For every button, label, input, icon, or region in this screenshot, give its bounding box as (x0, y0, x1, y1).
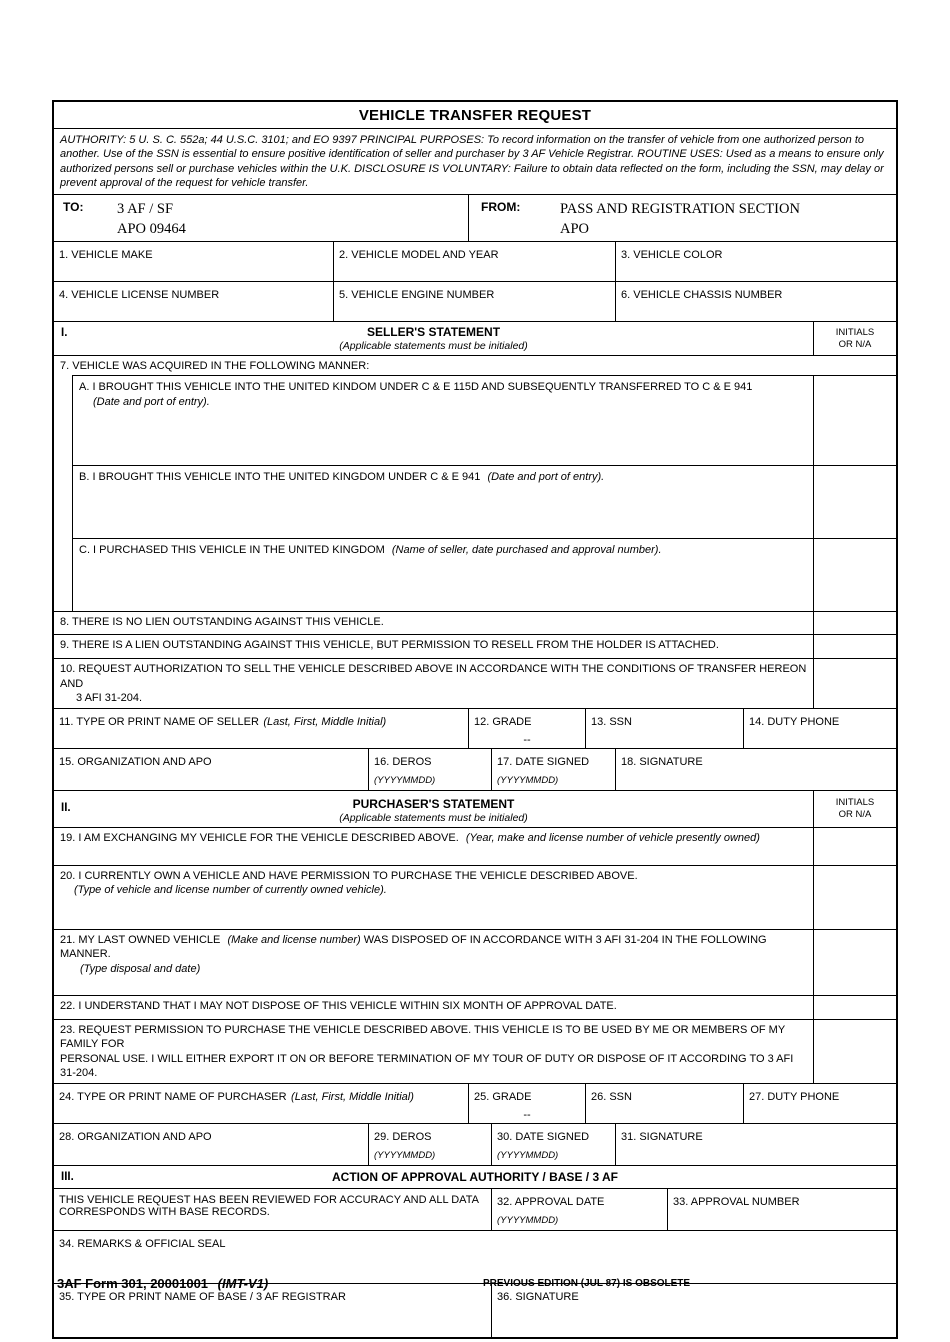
item-23-line1: 23. REQUEST PERMISSION TO PURCHASE THE VEHICLE DESCRIBED ABOVE. THIS VEHICLE IS TO BE USED BY ME OR MEMBERS OF MY FAMILY FOR (60, 1023, 785, 1051)
field-seller-name-label: 11. TYPE OR PRINT NAME OF SELLER (59, 715, 259, 728)
section-2-number: II. (61, 801, 71, 814)
field-purchaser-deros-hint: (YYYYMMDD) (374, 1149, 436, 1161)
item-21-line1 (60, 933, 807, 962)
field-seller-duty-phone-label: 14. DUTY PHONE (749, 715, 840, 728)
field-remarks-official-seal[interactable] (54, 1231, 896, 1283)
field-purchaser-date-signed[interactable] (491, 1124, 615, 1165)
field-purchaser-organization-apo-label: 28. ORGANIZATION AND APO (59, 1130, 212, 1143)
field-purchaser-organization-apo[interactable] (54, 1124, 368, 1165)
field-purchaser-date-signed-label: 30. DATE SIGNED (497, 1130, 590, 1143)
initials-header-line2: OR N/A (838, 338, 872, 350)
section-2-header (54, 790, 896, 827)
item-21-pre: 21. MY LAST OWNED VEHICLE (60, 933, 221, 946)
purchaser-organization-row (54, 1123, 896, 1165)
field-approval-number[interactable] (667, 1189, 896, 1230)
item-20-row (54, 865, 896, 929)
item-19-text (54, 828, 813, 865)
footer-form-id: 3AF Form 301, 20001001 (57, 1276, 209, 1291)
item-20-hint: (Type of vehicle and license number of currently owned vehicle). (74, 884, 387, 897)
vehicle-row-1 (54, 241, 896, 281)
field-approval-date[interactable] (491, 1189, 667, 1230)
initials-cell-9[interactable] (813, 635, 896, 658)
vehicle-transfer-request-form (52, 100, 898, 1339)
item-19-main: 19. I AM EXCHANGING MY VEHICLE FOR THE VEHICLE DESCRIBED ABOVE. (60, 831, 459, 844)
item-21-text (54, 930, 813, 995)
item-7-row (54, 355, 896, 376)
seller-organization-row (54, 748, 896, 790)
approval-review-line2: CORRESPONDS WITH BASE RECORDS. (59, 1205, 270, 1218)
field-seller-date-signed-label: 17. DATE SIGNED (497, 755, 590, 768)
item-21-row (54, 929, 896, 995)
field-approval-date-label: 32. APPROVAL DATE (497, 1195, 605, 1208)
field-vehicle-chassis-number-label: 6. VEHICLE CHASSIS NUMBER (621, 289, 783, 302)
item-20-main: 20. I CURRENTLY OWN A VEHICLE AND HAVE PERMISSION TO PURCHASE THE VEHICLE DESCRIBED ABOVE. (60, 869, 638, 882)
item-23-line2: PERSONAL USE. I WILL EITHER EXPORT IT ON OR BEFORE TERMINATION OF MY TOUR OF DUTY OR DISPOSE OF IT ACCORDING TO 3 AFI 31-204. (60, 1052, 794, 1080)
initials-cell-7c[interactable] (813, 539, 896, 611)
from-line2: APO (560, 220, 590, 237)
statement-7c-hint: (Name of seller, date purchased and approval number). (391, 544, 662, 557)
purchaser-name-row (54, 1083, 896, 1123)
field-purchaser-duty-phone-label: 27. DUTY PHONE (749, 1090, 840, 1103)
statement-7c-row (72, 538, 896, 611)
field-vehicle-license-number[interactable] (54, 282, 333, 321)
field-seller-date-signed[interactable] (491, 749, 615, 790)
authority-statement: AUTHORITY: 5 U. S. C. 552a; 44 U.S.C. 3101; and EO 9397 PRINCIPAL PURPOSES: To record information on the transfer of vehicle from one authorized person to another. Use of the SSN is essential to ensure positive identification of seller and purchaser by 3 AF Vehicle Registrar. ROUTINE USES: Used as a means to ensure only authorized persons sell or purchase vehicles within the U.K. DISCLOSURE IS VOLUNTARY: Failure to obtain data reflected on the form, including the SSN, may delay or prevent approval of the request for vehicle transfer. (60, 134, 884, 189)
field-vehicle-color-label: 3. VEHICLE COLOR (621, 249, 723, 262)
field-vehicle-license-number-label: 4. VEHICLE LICENSE NUMBER (59, 289, 220, 302)
remarks-row (54, 1230, 896, 1283)
item-10-row (54, 658, 896, 708)
from-label: FROM: (481, 200, 521, 215)
field-vehicle-make[interactable] (54, 242, 333, 281)
field-purchaser-deros[interactable] (368, 1124, 491, 1165)
field-vehicle-engine-number-label: 5. VEHICLE ENGINE NUMBER (339, 289, 495, 302)
statement-7b-text: B. I BROUGHT THIS VEHICLE INTO THE UNITED KINGDOM UNDER C & E 941 (79, 471, 481, 484)
addressing-row (54, 194, 896, 241)
item-21-hint: (Type disposal and date) (80, 962, 201, 975)
item-8-row (54, 611, 896, 634)
field-seller-ssn-label: 13. SSN (591, 715, 632, 728)
statement-7b-hint: (Date and port of entry). (487, 471, 605, 484)
initials-cell-7b[interactable] (813, 466, 896, 538)
item-7-label: 7. VEHICLE WAS ACQUIRED IN THE FOLLOWING MANNER: (60, 359, 370, 372)
initials-header-line1: INITIALS (835, 327, 875, 339)
item-22-row (54, 995, 896, 1019)
field-seller-deros-hint: (YYYYMMDD) (374, 774, 436, 786)
field-purchaser-duty-phone[interactable] (743, 1084, 896, 1123)
section-2-main (54, 791, 813, 827)
item-10-text (54, 659, 813, 708)
item-10-line1: 10. REQUEST AUTHORIZATION TO SELL THE VEHICLE DESCRIBED ABOVE IN ACCORDANCE WITH THE CONDITIONS OF TRANSFER HEREON AND (60, 663, 807, 690)
field-registrar-name[interactable] (54, 1284, 491, 1337)
field-remarks-official-seal-label: 34. REMARKS & OFFICIAL SEAL (59, 1237, 226, 1250)
initials-cell-23[interactable] (813, 1020, 896, 1083)
section-1-initials-header (813, 322, 896, 355)
section-1-title: SELLER'S STATEMENT (366, 325, 501, 340)
field-registrar-name-label: 35. TYPE OR PRINT NAME OF BASE / 3 AF REGISTRAR (59, 1290, 346, 1303)
field-vehicle-model-year[interactable] (333, 242, 615, 281)
from-value (560, 200, 800, 239)
title-row (54, 102, 896, 128)
initials-cell-20[interactable] (813, 866, 896, 929)
seller-name-row (54, 708, 896, 748)
item-22-text: 22. I UNDERSTAND THAT I MAY NOT DISPOSE OF THIS VEHICLE WITHIN SIX MONTH OF APPROVAL DATE. (60, 999, 617, 1012)
section-1-header (54, 321, 896, 355)
field-seller-date-signed-hint: (YYYYMMDD) (497, 774, 559, 786)
to-value (117, 200, 186, 239)
initials-cell-19[interactable] (813, 828, 896, 865)
field-vehicle-model-year-label: 2. VEHICLE MODEL AND YEAR (339, 249, 499, 262)
item-21-post: WAS DISPOSED OF IN ACCORDANCE WITH 3 AFI 31-204 IN THE FOLLOWING MANNER. (60, 933, 767, 961)
statement-7c (73, 539, 813, 611)
to-block[interactable] (54, 195, 468, 241)
item-9-text: 9. THERE IS A LIEN OUTSTANDING AGAINST THIS VEHICLE, BUT PERMISSION TO RESELL FROM THE HOLDER IS ATTACHED. (60, 639, 719, 652)
footer-form-version: (IMT-V1) (217, 1276, 269, 1291)
statement-7b-row (72, 465, 896, 538)
section-2-title: PURCHASER'S STATEMENT (352, 796, 515, 811)
section-2-initials-header (813, 791, 896, 827)
item-9-row (54, 634, 896, 658)
field-registrar-signature[interactable] (491, 1284, 896, 1337)
field-seller-grade-label: 12. GRADE (474, 715, 532, 728)
field-seller-duty-phone[interactable] (743, 709, 896, 748)
field-registrar-signature-label: 36. SIGNATURE (497, 1290, 579, 1303)
item-19-hint: (Year, make and license number of vehicle presently owned) (465, 831, 760, 844)
to-label: TO: (63, 200, 84, 215)
field-seller-organization-apo-label: 15. ORGANIZATION AND APO (59, 755, 212, 768)
to-line2: APO 09464 (117, 220, 186, 237)
section-3-main (54, 1166, 896, 1188)
field-seller-deros-label: 16. DEROS (374, 755, 432, 768)
field-seller-signature[interactable] (615, 749, 896, 790)
footer-form-id-block (57, 1276, 268, 1291)
field-seller-name[interactable] (54, 709, 468, 748)
to-line1: 3 AF / SF (117, 201, 174, 218)
section-3-header (54, 1165, 896, 1188)
item-23-text (54, 1020, 813, 1083)
field-seller-grade[interactable] (468, 709, 585, 748)
field-vehicle-engine-number[interactable] (333, 282, 615, 321)
field-purchaser-name-label: 24. TYPE OR PRINT NAME OF PURCHASER (59, 1090, 287, 1103)
field-seller-signature-label: 18. SIGNATURE (621, 755, 703, 768)
field-purchaser-grade-label: 25. GRADE (474, 1090, 532, 1103)
section-1-main (54, 322, 813, 355)
field-purchaser-name[interactable] (54, 1084, 468, 1123)
statement-7a-row (72, 375, 896, 465)
section-3-number: III. (61, 1170, 74, 1183)
approval-review-statement (54, 1189, 491, 1230)
initials-cell-21[interactable] (813, 930, 896, 995)
field-approval-number-label: 33. APPROVAL NUMBER (673, 1195, 800, 1208)
initials-header-line1: INITIALS (835, 797, 875, 809)
field-purchaser-date-signed-hint: (YYYYMMDD) (497, 1149, 559, 1161)
item-21-inline-hint: (Make and license number) (227, 933, 361, 946)
item-19-row (54, 827, 896, 865)
field-purchaser-ssn[interactable] (585, 1084, 743, 1123)
field-vehicle-make-label: 1. VEHICLE MAKE (59, 249, 153, 262)
section-1-subtitle: (Applicable statements must be initialed) (339, 340, 528, 353)
vehicle-row-2 (54, 281, 896, 321)
field-vehicle-chassis-number[interactable] (615, 282, 896, 321)
field-vehicle-color[interactable] (615, 242, 896, 281)
from-block[interactable] (468, 195, 896, 241)
field-approval-date-hint: (YYYYMMDD) (497, 1214, 559, 1226)
footer-previous-edition: PREVIOUS EDITION (JUL 87) IS OBSOLETE (483, 1278, 691, 1289)
item-8-text: 8. THERE IS NO LIEN OUTSTANDING AGAINST THIS VEHICLE. (60, 616, 384, 629)
statement-7a-text: A. I BROUGHT THIS VEHICLE INTO THE UNITED KINDOM UNDER C & E 115D AND SUBSEQUENTLY TRANSFERRED TO C & E 941 (79, 381, 753, 394)
statement-7a-hint: (Date and port of entry). (93, 395, 210, 408)
authority-row (54, 128, 896, 194)
item-23-row (54, 1019, 896, 1083)
field-seller-deros[interactable] (368, 749, 491, 790)
field-purchaser-deros-label: 29. DEROS (374, 1130, 432, 1143)
statement-7c-text: C. I PURCHASED THIS VEHICLE IN THE UNITED KINGDOM (79, 544, 385, 557)
field-purchaser-name-hint: (Last, First, Middle Initial) (291, 1090, 414, 1103)
page-title: VEHICLE TRANSFER REQUEST (358, 107, 592, 124)
initials-cell-10[interactable] (813, 659, 896, 708)
field-seller-grade-value: -- (523, 733, 531, 746)
field-purchaser-grade[interactable] (468, 1084, 585, 1123)
approval-row (54, 1188, 896, 1230)
initials-cell-22[interactable] (813, 996, 896, 1019)
initials-cell-7a[interactable] (813, 376, 896, 465)
field-purchaser-grade-value: -- (523, 1108, 531, 1121)
initials-cell-8[interactable] (813, 612, 896, 634)
from-line1: PASS AND REGISTRATION SECTION (560, 201, 800, 218)
field-purchaser-signature-label: 31. SIGNATURE (621, 1130, 703, 1143)
section-1-number: I. (61, 327, 68, 340)
field-purchaser-ssn-label: 26. SSN (591, 1090, 632, 1103)
section-2-subtitle: (Applicable statements must be initialed) (339, 811, 528, 824)
statement-7b (73, 466, 813, 538)
field-seller-ssn[interactable] (585, 709, 743, 748)
initials-header-line2: OR N/A (838, 808, 872, 820)
field-purchaser-signature[interactable] (615, 1124, 896, 1165)
item-10-line2: 3 AFI 31-204. (76, 692, 143, 705)
field-seller-organization-apo[interactable] (54, 749, 368, 790)
statement-7a (73, 376, 813, 465)
field-seller-name-hint: (Last, First, Middle Initial) (263, 715, 387, 728)
item-20-text (54, 866, 813, 929)
section-3-title: ACTION OF APPROVAL AUTHORITY / BASE / 3 AF (331, 1169, 619, 1184)
approval-review-line1: THIS VEHICLE REQUEST HAS BEEN REVIEWED FOR ACCURACY AND ALL DATA (59, 1193, 479, 1206)
